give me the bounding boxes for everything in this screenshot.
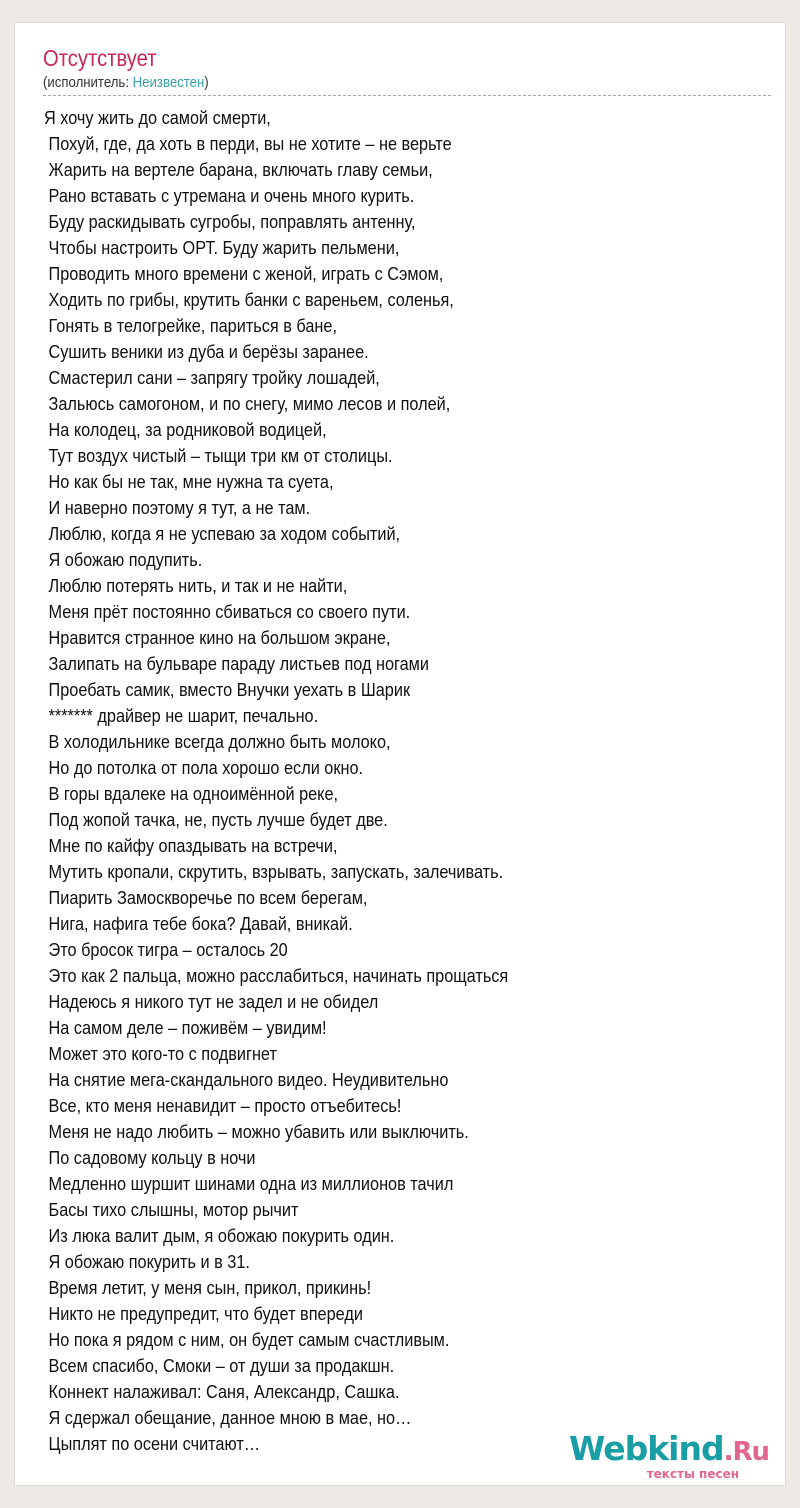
lyric-line: Залипать на бульваре параду листьев под ногами xyxy=(44,653,429,674)
artist-link[interactable]: Неизвестен xyxy=(132,74,205,91)
lyric-line: Надеюсь я никого тут не задел и не обидел xyxy=(44,991,379,1012)
lyric-line: Может это кого-то с подвигнет xyxy=(44,1043,277,1064)
lyric-line: Тут воздух чистый – тыщи три км от столицы. xyxy=(44,445,393,466)
logo-name: Webkind xyxy=(568,1429,724,1468)
webkind-logo[interactable] xyxy=(569,1431,769,1481)
artist-line xyxy=(43,74,209,91)
lyrics-text xyxy=(44,105,572,1457)
lyric-line: Под жопой тачка, не, пусть лучше будет две. xyxy=(44,809,388,830)
lyric-line: Смастерил сани – запрягу тройку лошадей, xyxy=(44,367,380,388)
lyric-line: В горы вдалеке на одноимённой реке, xyxy=(44,783,339,804)
lyric-line: Все, кто меня ненавидит – просто отъебитесь! xyxy=(44,1095,402,1116)
lyric-line: Цыплят по осени считают… xyxy=(44,1433,261,1454)
lyric-line: Похуй, где, да хоть в перди, вы не хотите – не верьте xyxy=(44,133,452,154)
lyric-line: Проводить много времени с женой, играть с Сэмом, xyxy=(44,263,444,284)
lyric-line: По садовому кольцу в ночи xyxy=(44,1147,256,1168)
logo-wordmark xyxy=(569,1431,769,1467)
lyric-line: Нравится странное кино на большом экране, xyxy=(44,627,391,648)
lyric-line: Я сдержал обещание, данное мною в мае, но… xyxy=(44,1407,412,1428)
lyric-line: Ходить по грибы, крутить банки с вареньем, соленья, xyxy=(44,289,454,310)
lyric-line: ******* драйвер не шарит, печально. xyxy=(44,705,319,726)
lyric-line: Медленно шуршит шинами одна из миллионов тачил xyxy=(44,1173,454,1194)
lyric-line: Всем спасибо, Смоки – от души за продакшн. xyxy=(44,1355,395,1376)
lyric-line: Меня не надо любить – можно убавить или выключить. xyxy=(44,1121,469,1142)
lyric-line: Мне по кайфу опаздывать на встречи, xyxy=(44,835,338,856)
lyric-line: Я обожаю подупить. xyxy=(44,549,203,570)
song-title: Отсутствует xyxy=(43,45,157,71)
lyric-line: Никто не предупредит, что будет впереди xyxy=(44,1303,363,1324)
lyric-line: Люблю потерять нить, и так и не найти, xyxy=(44,575,348,596)
lyric-line: Жарить на вертеле барана, включать главу семьи, xyxy=(44,159,433,180)
lyric-line: Нига, нафига тебе бока? Давай, вникай. xyxy=(44,913,353,934)
lyric-line: Я обожаю покурить и в 31. xyxy=(44,1251,250,1272)
lyric-line: На снятие мега-скандального видео. Неудивительно xyxy=(44,1069,449,1090)
lyric-line: Сушить веники из дуба и берёзы заранее. xyxy=(44,341,369,362)
lyric-line: Буду раскидывать сугробы, поправлять антенну, xyxy=(44,211,416,232)
lyrics-card xyxy=(14,22,786,1486)
lyric-line: Мутить кропали, скрутить, взрывать, запускать, залечивать. xyxy=(44,861,504,882)
lyric-line: Люблю, когда я не успеваю за ходом событий, xyxy=(44,523,401,544)
divider xyxy=(43,95,771,96)
artist-prefix: (исполнитель: xyxy=(43,74,133,91)
lyric-line: Время летит, у меня сын, прикол, прикинь! xyxy=(44,1277,372,1298)
lyric-line: Зальюсь самогоном, и по снегу, мимо лесов и полей, xyxy=(44,393,451,414)
lyric-line: Рано вставать с утремана и очень много курить. xyxy=(44,185,415,206)
lyric-line: Гонять в телогрейке, париться в бане, xyxy=(44,315,337,336)
lyric-line: Но как бы не так, мне нужна та суета, xyxy=(44,471,334,492)
lyric-line: И наверно поэтому я тут, а не там. xyxy=(44,497,311,518)
lyric-line: Я хочу жить до самой смерти, xyxy=(44,107,271,128)
lyric-line: Но пока я рядом с ним, он будет самым счастливым. xyxy=(44,1329,450,1350)
logo-tagline: тексты песен xyxy=(646,1467,739,1481)
lyric-line: В холодильнике всегда должно быть молоко, xyxy=(44,731,391,752)
lyric-line: Но до потолка от пола хорошо если окно. xyxy=(44,757,364,778)
lyric-line: На самом деле – поживём – увидим! xyxy=(44,1017,327,1038)
lyric-line: Чтобы настроить ОРТ. Буду жарить пельмени, xyxy=(44,237,400,258)
lyric-line: Это как 2 пальца, можно расслабиться, начинать прощаться xyxy=(44,965,509,986)
artist-suffix: ) xyxy=(204,74,209,91)
lyric-line: Коннект налаживал: Саня, Александр, Сашка. xyxy=(44,1381,400,1402)
lyric-line: Басы тихо слышны, мотор рычит xyxy=(44,1199,299,1220)
lyric-line: Пиарить Замоскворечье по всем берегам, xyxy=(44,887,368,908)
lyric-line: Это бросок тигра – осталось 20 xyxy=(44,939,288,960)
logo-tld: .Ru xyxy=(723,1437,769,1467)
lyric-line: Меня прёт постоянно сбиваться со своего пути. xyxy=(44,601,411,622)
lyric-line: Проебать самик, вместо Внучки уехать в Шарик xyxy=(44,679,411,700)
lyric-line: На колодец, за родниковой водицей, xyxy=(44,419,327,440)
lyric-line: Из люка валит дым, я обожаю покурить один. xyxy=(44,1225,395,1246)
